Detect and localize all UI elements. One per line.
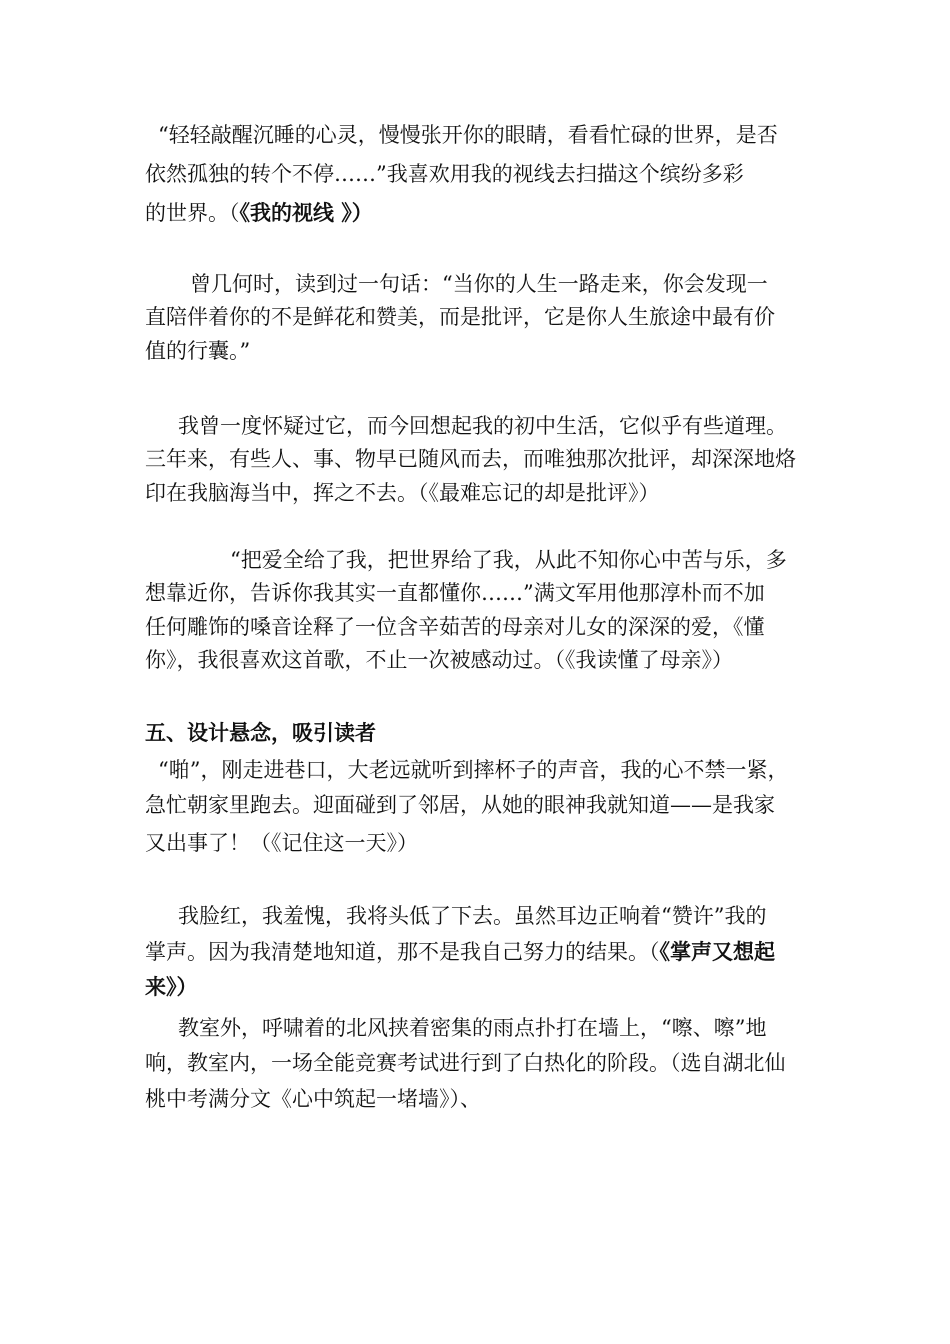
text-line: 响，教室内，一场全能竞赛考试进行到了白热化的阶段。（选自湖北仙 <box>145 1051 786 1075</box>
text-line: 教室外，呼啸着的北风挟着密集的雨点扑打在墙上，“嚓、嚓”地 <box>178 1016 767 1040</box>
text-line: 曾几何时，读到过一句话：“当你的人生一路走来，你会发现一 <box>190 272 768 296</box>
section-heading: 五、设计悬念，吸引读者 <box>145 721 376 745</box>
source-title: 《我的视线 》） <box>239 200 373 225</box>
text-line: 任何雕饰的嗓音诠释了一位含辛茹苦的母亲对儿女的深深的爱，《懂 <box>145 615 765 639</box>
text-line: 三年来，有些人、事、物早已随风而去，而唯独那次批评，却深深地烙 <box>145 447 796 471</box>
text-line: 我曾一度怀疑过它，而今回想起我的初中生活，它似乎有些道理。 <box>178 414 787 438</box>
text-line <box>145 937 775 967</box>
text-line: “啪”，刚走进巷口，大老远就听到摔杯子的声音，我的心不禁一紧， <box>158 758 789 782</box>
text-line: 我脸红，我羞愧，我将头低了下去。虽然耳边正响着“赞许”我的 <box>178 904 767 928</box>
text-line: 依然孤独的转个不停……”我喜欢用我的视线去扫描这个缤纷多彩 <box>145 162 744 186</box>
text-line: “把爱全给了我，把世界给了我，从此不知你心中苦与乐，多 <box>230 548 787 572</box>
text-line: 想靠近你，告诉你我其实一直都懂你……”满文军用他那淳朴而不加 <box>145 581 765 605</box>
text-line: “轻轻敲醒沉睡的心灵，慢慢张开你的眼睛，看看忙碌的世界，是否 <box>158 123 778 147</box>
text-line: 桃中考满分文《心中筑起一堵墙》）、 <box>145 1087 481 1111</box>
text-line: 值的行囊。” <box>145 339 251 363</box>
text-line: 印在我脑海当中，挥之不去。（《最难忘记的却是批评》） <box>145 481 660 505</box>
text-run: 掌声。因为我清楚地知道，那不是我自己努力的结果。（ <box>145 940 660 964</box>
source-title-continued: 来》） <box>145 974 198 999</box>
text-line: 急忙朝家里跑去。迎面碰到了邻居，从她的眼神我就知道——是我家 <box>145 793 775 817</box>
text-line: 直陪伴着你的不是鲜花和赞美，而是批评，它是你人生旅途中最有价 <box>145 305 775 329</box>
text-line: 又出事了！（《记住这一天》） <box>145 831 418 855</box>
text-line: 你》，我很喜欢这首歌，不止一次被感动过。（《我读懂了母亲》） <box>145 648 733 672</box>
text-run: 的世界。（ <box>145 201 240 225</box>
source-title: 《掌声又想起 <box>659 939 775 964</box>
text-line <box>145 198 373 228</box>
